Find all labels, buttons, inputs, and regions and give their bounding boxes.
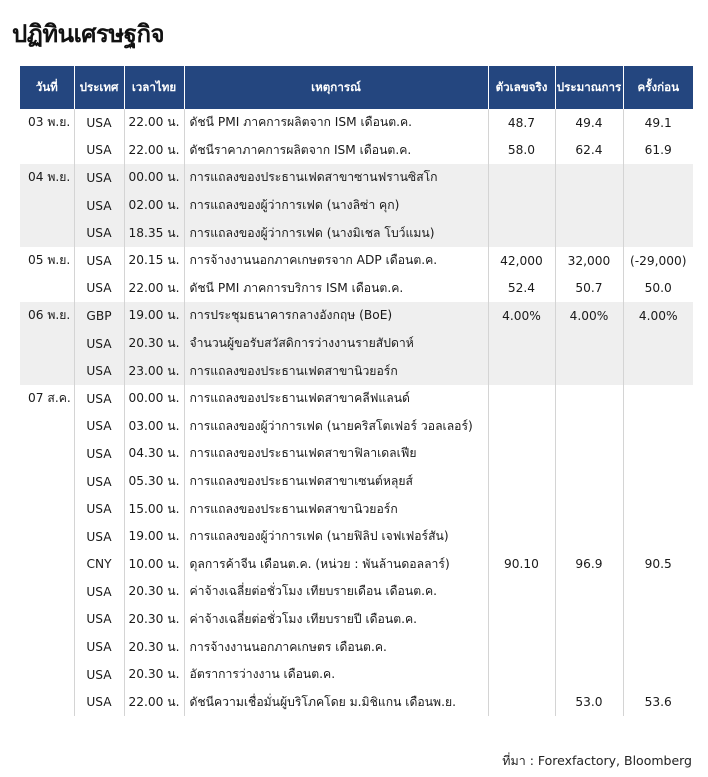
country-cell: USA [74,385,124,413]
event-cell: ดัชนีความเชื่อมั่นผู้บริโภคโดย ม.มิชิแกน เดือนพ.ย. [184,688,488,716]
actual-cell: 90.10 [488,551,555,579]
time-cell: 20.30 น. [124,330,184,358]
forecast-cell [555,633,623,661]
actual-cell [488,192,555,220]
time-cell: 22.00 น. [124,275,184,303]
previous-cell: (-29,000) [623,247,693,275]
table-row [20,578,693,606]
time-cell: 20.30 น. [124,578,184,606]
table-row [20,219,693,247]
date-cell [20,440,74,468]
forecast-cell [555,385,623,413]
forecast-cell: 32,000 [555,247,623,275]
event-cell: การจ้างงานนอกภาคเกษตรจาก ADP เดือนต.ค. [184,247,488,275]
previous-cell: 50.0 [623,275,693,303]
previous-cell: 90.5 [623,551,693,579]
date-cell [20,413,74,441]
actual-cell [488,357,555,385]
event-cell: การแถลงของประธานเฟดสาขานิวยอร์ก [184,357,488,385]
previous-cell: 61.9 [623,137,693,165]
country-cell: CNY [74,551,124,579]
actual-cell [488,164,555,192]
date-cell: 06 พ.ย. [20,302,74,330]
event-cell: การจ้างงานนอกภาคเกษตร เดือนต.ค. [184,633,488,661]
country-cell: USA [74,606,124,634]
time-cell: 19.00 น. [124,302,184,330]
event-cell: การแถลงของประธานเฟดสาขาคลีฟแลนด์ [184,385,488,413]
event-cell: การแถลงของประธานเฟดสาขาเซนต์หลุยส์ [184,468,488,496]
actual-cell [488,385,555,413]
forecast-cell [555,606,623,634]
date-cell [20,606,74,634]
time-cell: 22.00 น. [124,688,184,716]
forecast-cell: 53.0 [555,688,623,716]
country-cell: USA [74,661,124,689]
event-cell: ดัชนี PMI ภาคการบริการ ISM เดือนต.ค. [184,275,488,303]
country-cell: USA [74,495,124,523]
table-row [20,275,693,303]
previous-cell [623,468,693,496]
date-cell [20,330,74,358]
country-cell: USA [74,275,124,303]
actual-cell [488,219,555,247]
table-row [20,357,693,385]
actual-cell: 48.7 [488,109,555,137]
column-header-forecast: ประมาณการ [555,66,623,109]
actual-cell [488,688,555,716]
forecast-cell: 4.00% [555,302,623,330]
actual-cell [488,330,555,358]
time-cell: 00.00 น. [124,164,184,192]
table-header-row [20,66,693,109]
forecast-cell [555,661,623,689]
table-row [20,247,693,275]
table-row [20,468,693,496]
time-cell: 02.00 น. [124,192,184,220]
column-header-previous: ครั้งก่อน [623,66,693,109]
actual-cell [488,578,555,606]
previous-cell [623,164,693,192]
table-row [20,523,693,551]
actual-cell [488,440,555,468]
table-row [20,661,693,689]
economic-calendar-table [20,66,693,716]
date-cell [20,523,74,551]
country-cell: USA [74,330,124,358]
country-cell: USA [74,192,124,220]
actual-cell: 42,000 [488,247,555,275]
table-row [20,164,693,192]
forecast-cell: 62.4 [555,137,623,165]
event-cell: การแถลงของผู้ว่าการเฟด (นายฟิลิป เจฟเฟอร์สัน) [184,523,488,551]
forecast-cell [555,164,623,192]
forecast-cell [555,495,623,523]
actual-cell [488,661,555,689]
previous-cell [623,357,693,385]
forecast-cell: 49.4 [555,109,623,137]
event-cell: ดุลการค้าจีน เดือนต.ค. (หน่วย : พันล้านดอลลาร์) [184,551,488,579]
date-cell [20,495,74,523]
country-cell: USA [74,137,124,165]
event-cell: ค่าจ้างเฉลี่ยต่อชั่วโมง เทียบรายปี เดือนต.ค. [184,606,488,634]
table-row [20,606,693,634]
country-cell: USA [74,688,124,716]
time-cell: 04.30 น. [124,440,184,468]
forecast-cell: 50.7 [555,275,623,303]
time-cell: 15.00 น. [124,495,184,523]
forecast-cell [555,523,623,551]
previous-cell [623,219,693,247]
table-row [20,413,693,441]
date-cell [20,633,74,661]
forecast-cell [555,357,623,385]
date-cell: 03 พ.ย. [28,115,71,130]
country-cell: USA [74,578,124,606]
time-cell: 10.00 น. [124,551,184,579]
table-row [20,551,693,579]
table-row [20,440,693,468]
forecast-cell [555,578,623,606]
forecast-cell: 96.9 [555,551,623,579]
country-cell: USA [74,468,124,496]
event-cell: การแถลงของประธานเฟดสาขาฟิลาเดลเฟีย [184,440,488,468]
previous-cell: 4.00% [623,302,693,330]
previous-cell [623,385,693,413]
event-cell: ค่าจ้างเฉลี่ยต่อชั่วโมง เทียบรายเดือน เดือนต.ค. [184,578,488,606]
time-cell: 00.00 น. [124,385,184,413]
forecast-cell [555,413,623,441]
previous-cell [623,578,693,606]
date-cell: 05 พ.ย. [28,253,71,268]
date-cell [20,219,74,247]
table-row [20,495,693,523]
event-cell: อัตราการว่างงาน เดือนต.ค. [184,661,488,689]
event-cell: ดัชนี PMI ภาคการผลิตจาก ISM เดือนต.ค. [184,109,488,137]
date-cell [20,468,74,496]
actual-cell: 52.4 [488,275,555,303]
time-cell: 20.15 น. [124,247,184,275]
column-header-time: เวลาไทย [124,66,184,109]
column-header-country: ประเทศ [74,66,124,109]
country-cell: USA [74,633,124,661]
event-cell: การแถลงของผู้ว่าการเฟด (นางลิซ่า คุก) [184,192,488,220]
time-cell: 18.35 น. [124,219,184,247]
event-cell: การประชุมธนาคารกลางอังกฤษ (BoE) [184,302,488,330]
previous-cell [623,192,693,220]
page-title: ปฏิทินเศรษฐกิจ [12,20,165,48]
previous-cell [623,330,693,358]
previous-cell [623,413,693,441]
date-cell [20,137,74,165]
date-cell: 04 พ.ย. [20,164,74,192]
event-cell: จำนวนผู้ขอรับสวัสดิการว่างงานรายสัปดาห์ [184,330,488,358]
event-cell: การแถลงของผู้ว่าการเฟด (นายคริสโตเฟอร์ วอลเลอร์) [184,413,488,441]
source-note: ที่มา : Forexfactory, Bloomberg [502,753,692,768]
actual-cell [488,468,555,496]
table-row [20,137,693,165]
table-row [20,302,693,330]
event-cell: การแถลงของผู้ว่าการเฟด (นางมิเชล โบว์แมน) [184,219,488,247]
country-cell: USA [74,440,124,468]
country-cell: GBP [74,302,124,330]
forecast-cell [555,440,623,468]
actual-cell: 4.00% [488,302,555,330]
country-cell: USA [74,109,124,137]
previous-cell [623,523,693,551]
column-header-date: วันที่ [20,66,74,109]
time-cell: 22.00 น. [124,137,184,165]
table-row [20,330,693,358]
event-cell: การแถลงของประธานเฟดสาขานิวยอร์ก [184,495,488,523]
table-row [20,385,693,413]
previous-cell [623,661,693,689]
country-cell: USA [74,247,124,275]
date-cell [20,688,74,716]
previous-cell [623,440,693,468]
forecast-cell [555,468,623,496]
time-cell: 19.00 น. [124,523,184,551]
country-cell: USA [74,164,124,192]
time-cell: 20.30 น. [124,606,184,634]
actual-cell [488,523,555,551]
time-cell: 20.30 น. [124,661,184,689]
actual-cell [488,495,555,523]
actual-cell [488,413,555,441]
date-cell [20,551,74,579]
date-cell [20,661,74,689]
previous-cell: 53.6 [623,688,693,716]
table-row [20,688,693,716]
forecast-cell [555,192,623,220]
previous-cell [623,606,693,634]
column-header-actual: ตัวเลขจริง [488,66,555,109]
previous-cell [623,495,693,523]
time-cell: 20.30 น. [124,633,184,661]
actual-cell: 58.0 [488,137,555,165]
forecast-cell [555,219,623,247]
table-row [20,109,693,137]
actual-cell [488,633,555,661]
table-row [20,633,693,661]
column-header-event: เหตุการณ์ [184,66,488,109]
previous-cell [623,633,693,661]
country-cell: USA [74,523,124,551]
country-cell: USA [74,357,124,385]
country-cell: USA [74,219,124,247]
time-cell: 05.30 น. [124,468,184,496]
event-cell: ดัชนีราคาภาคการผลิตจาก ISM เดือนต.ค. [184,137,488,165]
date-cell [20,275,74,303]
country-cell: USA [74,413,124,441]
table-body [20,109,693,716]
time-cell: 22.00 น. [124,109,184,137]
date-cell [20,192,74,220]
time-cell: 23.00 น. [124,357,184,385]
date-cell: 07 ส.ค. [28,391,71,406]
date-cell [20,357,74,385]
date-cell [20,578,74,606]
actual-cell [488,606,555,634]
time-cell: 03.00 น. [124,413,184,441]
table-row [20,192,693,220]
forecast-cell [555,330,623,358]
event-cell: การแถลงของประธานเฟดสาขาซานฟรานซิสโก [184,164,488,192]
previous-cell: 49.1 [623,109,693,137]
